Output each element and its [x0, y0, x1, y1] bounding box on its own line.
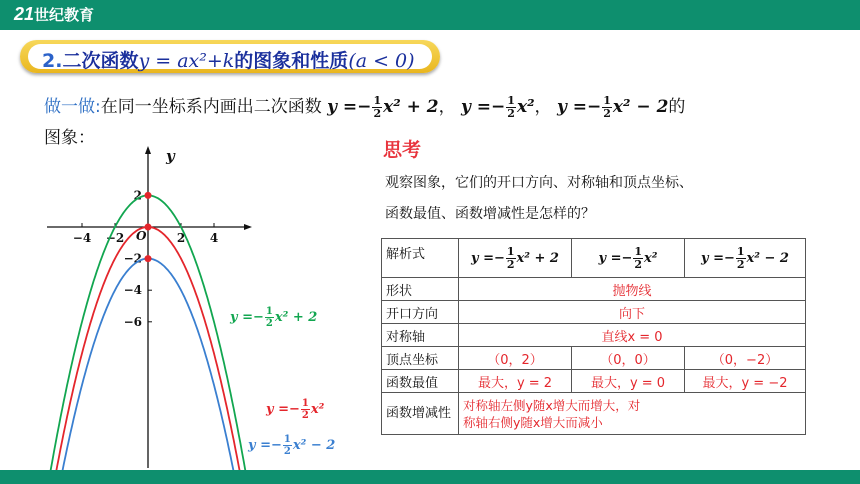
table-row — [382, 301, 806, 324]
section-condition: (a < 0) — [348, 50, 415, 72]
y-axis-arrow — [145, 146, 151, 154]
row-label: 形状 — [382, 278, 459, 301]
table-row — [382, 239, 806, 278]
function-2: y =− $\frac{1}{2}$ x² — [461, 94, 535, 120]
task-text: 在同一坐标系内画出二次函数 — [100, 97, 322, 117]
x-axis-arrow — [244, 224, 252, 230]
logo-text: 世纪教育 — [34, 7, 95, 24]
section-suffix: 的图象和性质 — [234, 50, 349, 72]
row-label: 对称轴 — [382, 324, 459, 347]
x-tick-label: 2 — [176, 231, 186, 245]
separator: ， — [534, 97, 552, 117]
max-3: 最大，y = −2 — [685, 370, 806, 393]
y-tick-label: −2 — [123, 251, 142, 266]
section-equation: y = ax²+k — [138, 50, 235, 72]
section-text: 二次函数 — [62, 50, 139, 72]
think-title: 思考 — [383, 139, 422, 161]
separator: ， — [438, 97, 456, 117]
row-label: 函数增减性 — [382, 393, 459, 435]
parabola-graph — [0, 140, 380, 480]
curve-label-blue: y =− $\frac{1}{2}$ x² − 2 — [248, 434, 336, 457]
vertex-point-2 — [145, 255, 152, 262]
table-header-f1: y =− $\frac{1}{2}$ x² + 2 — [459, 239, 572, 278]
x-tick-label: 4 — [209, 231, 219, 245]
table-header-f3: y =− $\frac{1}{2}$ x² − 2 — [685, 239, 806, 278]
row-value-monotonicity: 对称轴左侧y随x增大而增大，对 称轴右侧y随x增大而减小 — [459, 393, 806, 435]
task-lead: 做一做: — [44, 97, 101, 117]
banner-inner — [28, 44, 432, 72]
origin-label: O — [136, 229, 147, 243]
section-title — [42, 46, 415, 73]
row-value: 直线x = 0 — [459, 324, 806, 347]
properties-table — [381, 238, 806, 435]
table-header-label: 解析式 — [382, 239, 459, 278]
y-tick-label: −4 — [123, 283, 142, 298]
row-label: 开口方向 — [382, 301, 459, 324]
x-tick-label: −2 — [105, 231, 125, 245]
row-label: 函数最值 — [382, 370, 459, 393]
curve-label-red: y =− $\frac{1}{2}$ x² — [266, 398, 325, 421]
task-line2: 图象： — [44, 128, 95, 148]
table-row — [382, 393, 806, 435]
section-banner — [20, 40, 440, 73]
row-value: 向下 — [459, 301, 806, 324]
row-label: 顶点坐标 — [382, 347, 459, 370]
table-row — [382, 278, 806, 301]
task-ending: 的 — [668, 97, 686, 117]
logo-mark: 21 — [14, 4, 35, 24]
vertex-2: （0，0） — [572, 347, 685, 370]
y-tick-label: 2 — [133, 188, 142, 203]
bottom-bar — [0, 470, 860, 484]
function-3: y =− $\frac{1}{2}$ x² − 2 — [556, 94, 669, 120]
think-question-2: 函数最值、函数增减性是怎样的？ — [385, 206, 595, 222]
table-row — [382, 347, 806, 370]
max-2: 最大，y = 0 — [572, 370, 685, 393]
y-tick-label: −6 — [123, 314, 142, 329]
vertex-3: （0，−2） — [685, 347, 806, 370]
site-logo — [14, 4, 94, 25]
vertex-1: （0，2） — [459, 347, 572, 370]
top-bar — [0, 0, 860, 30]
table-header-f2: y =− $\frac{1}{2}$ x² — [572, 239, 685, 278]
table-row — [382, 370, 806, 393]
vertex-point-0 — [145, 192, 152, 199]
max-1: 最大，y = 2 — [459, 370, 572, 393]
function-1: y =− $\frac{1}{2}$ x² + 2 — [327, 94, 439, 120]
vertex-point-1 — [145, 224, 152, 231]
think-question-1: 观察图象，它们的开口方向、对称轴和顶点坐标、 — [385, 175, 693, 191]
y-axis-label: y — [166, 147, 175, 165]
curve-label-green: y =− $\frac{1}{2}$ x² + 2 — [230, 306, 318, 329]
x-tick-label: −4 — [72, 231, 92, 245]
row-value: 抛物线 — [459, 278, 806, 301]
section-number: 2. — [42, 50, 63, 72]
table-row — [382, 324, 806, 347]
